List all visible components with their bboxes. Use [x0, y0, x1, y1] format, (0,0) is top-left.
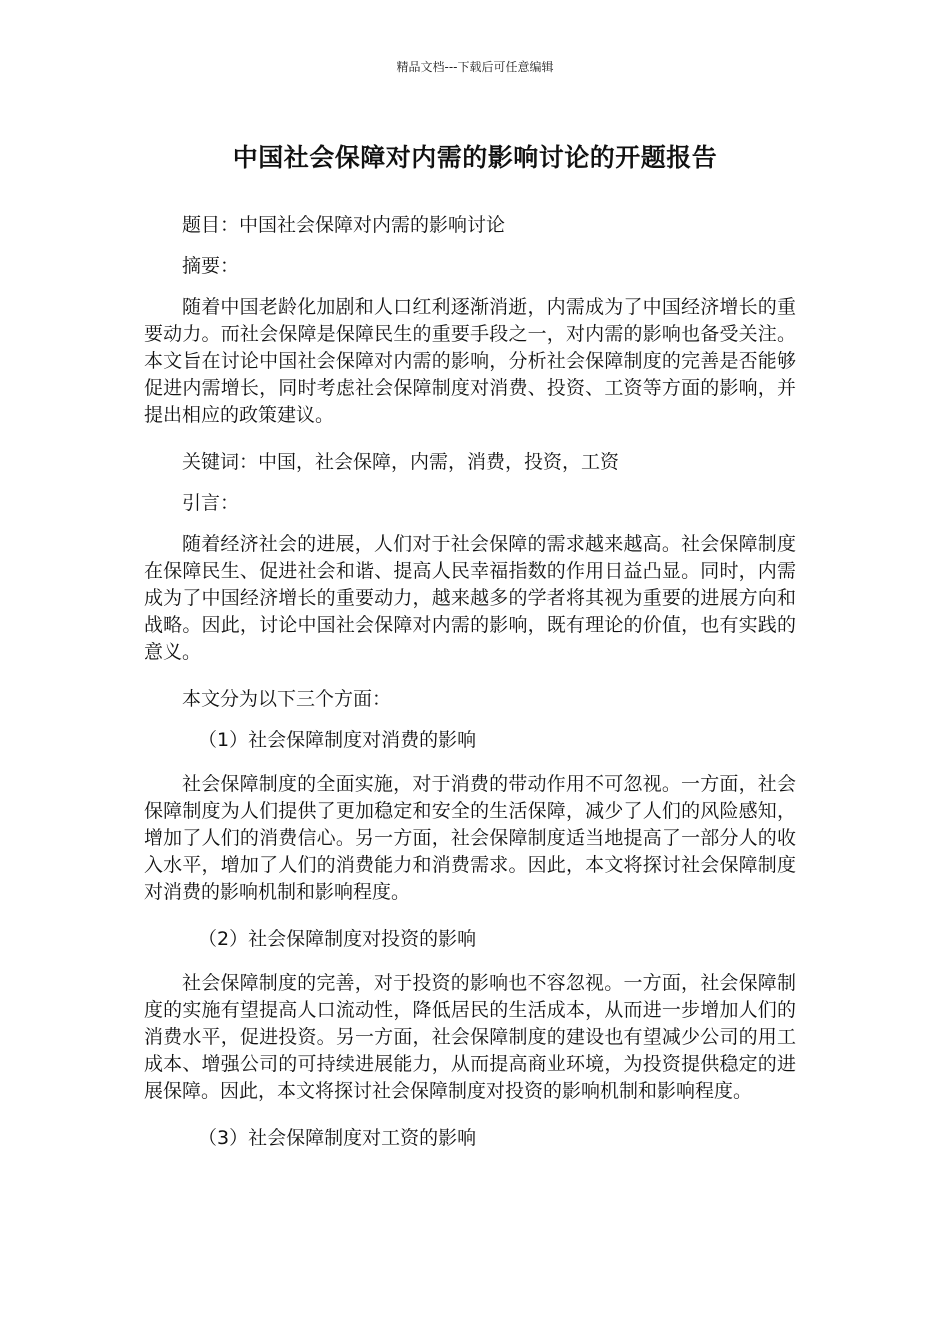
- intro-label: 引言：: [182, 492, 240, 514]
- document-body: [144, 212, 796, 1169]
- document-title: 中国社会保障对内需的影响讨论的开题报告: [232, 143, 718, 172]
- header-note: 精品文档---下载后可任意编辑: [396, 60, 554, 74]
- section-body-consumption: 社会保障制度的全面实施，对于消费的带动作用不可忽视。一方面，社会保障制度为人们提供了更加稳定和安全的生活保障，减少了人们的风险感知，增加了人们的消费信心。另一方面，社会保障制度适当地提高了一部分人的收入水平，增加了人们的消费能力和消费需求。因此，本文将探讨社会保障制度对消费的影响机制和影响程度。: [144, 773, 796, 903]
- section-heading-wages: （3）社会保障制度对工资的影响: [198, 1127, 477, 1149]
- section-heading-investment: （2）社会保障制度对投资的影响: [198, 928, 477, 950]
- abstract-body: 随着中国老龄化加剧和人口红利逐渐消逝，内需成为了中国经济增长的重要动力。而社会保障是保障民生的重要手段之一，对内需的影响也备受关注。本文旨在讨论中国社会保障对内需的影响，分析社会保障制度的完善是否能够促进内需增长，同时考虑社会保障制度对消费、投资、工资等方面的影响，并提出相应的政策建议。: [144, 296, 796, 426]
- intro-body: 随着经济社会的进展，人们对于社会保障的需求越来越高。社会保障制度在保障民生、促进社会和谐、提高人民幸福指数的作用日益凸显。同时，内需成为了中国经济增长的重要动力，越来越多的学者将其视为重要的进展方向和战略。因此，讨论中国社会保障对内需的影响，既有理论的价值，也有实践的意义。: [144, 533, 796, 663]
- section-heading-consumption: （1）社会保障制度对消费的影响: [198, 729, 477, 751]
- topic-line: 题目：中国社会保障对内需的影响讨论: [182, 214, 506, 236]
- keywords-line: 关键词：中国，社会保障，内需，消费，投资，工资: [182, 451, 620, 473]
- section-body-investment: 社会保障制度的完善，对于投资的影响也不容忽视。一方面，社会保障制度的实施有望提高人口流动性，降低居民的生活成本，从而进一步增加人们的消费水平，促进投资。另一方面，社会保障制度的建设也有望减少公司的用工成本、增强公司的可持续进展能力，从而提高商业环境，为投资提供稳定的进展保障。因此，本文将探讨社会保障制度对投资的影响机制和影响程度。: [144, 972, 796, 1102]
- outline-intro: 本文分为以下三个方面：: [182, 688, 392, 710]
- abstract-label: 摘要：: [182, 255, 240, 277]
